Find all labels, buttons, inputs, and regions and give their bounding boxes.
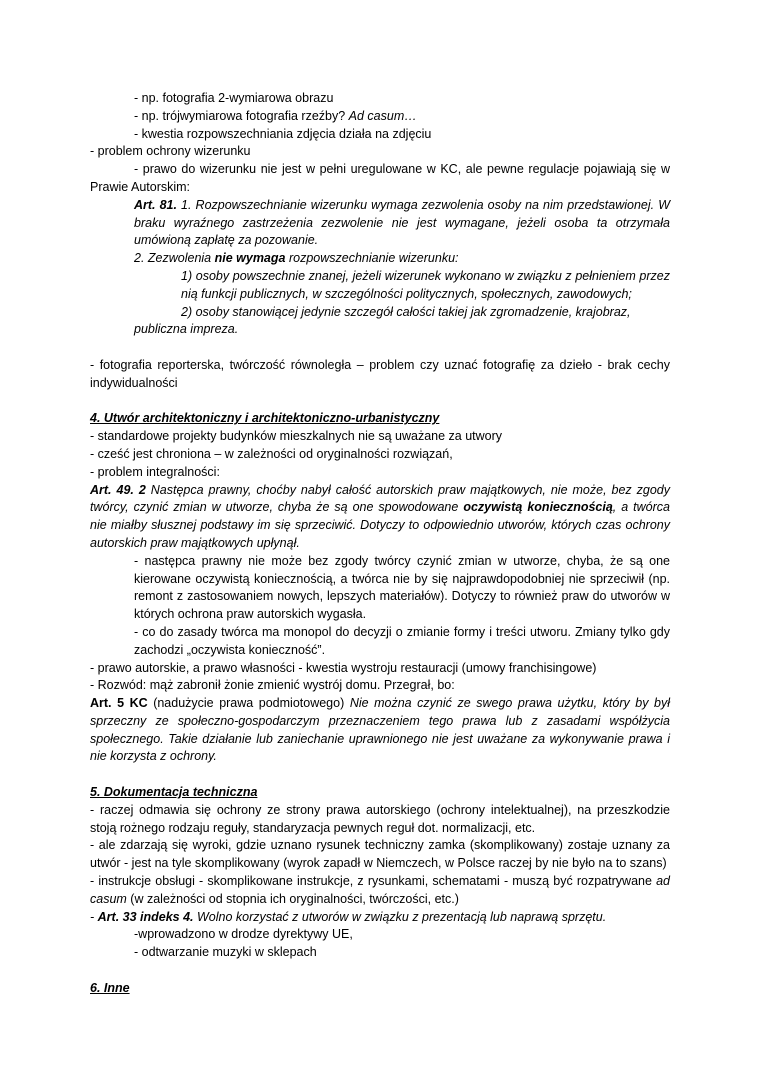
text-paragraph: - następca prawny nie może bez zgody twórcy czynić zmian w utworze, chyba, że są one kierowane oczywistą koniecznością, a twórca nie by się najprawdopodobniej nie sprzeciwił (np. remont z zastosowaniem nowych, lepszych materiałów). Dotyczy to również praw do utworów w których ochrona praw autorskich wygasła. (134, 553, 670, 622)
art81-paragraph: Art. 81. 1. Rozpowszechnianie wizerunku wymaga zezwolenia osoby na nim przedstawionej. W braku wyraźnego zastrzeżenia zezwolenie nie jest wymagane, jeżeli osoba ta otrzymała umówioną zapłatę za pozowanie. (134, 197, 670, 248)
art81-paragraph: 2. Zezwolenia nie wymaga rozpowszechnianie wizerunku: (134, 251, 459, 266)
text-paragraph: - fotografia reporterska, twórczość równoległa – problem czy uznać fotografię za dzieło - brak cechy indywidualności (90, 357, 670, 390)
text-paragraph: - raczej odmawia się ochrony ze strony prawa autorskiego (ochrony intelektualnej), na przeszkodzie stoją rożnego rodzaju reguły, standaryzacja pewnych reguł dot. normalizacji, etc. (90, 802, 670, 835)
text-line: - cześć jest chroniona – w zależności od oryginalności rozwiązań, (90, 446, 453, 461)
text-line: - kwestia rozpowszechniania zdjęcia działa na zdjęciu (134, 126, 432, 141)
art33-paragraph: - Art. 33 indeks 4. Wolno korzystać z utworów w związku z prezentacją lub naprawą sprzętu. (90, 909, 607, 924)
text-line: - standardowe projekty budynków mieszkalnych nie są uważane za utwory (90, 429, 503, 444)
art81-paragraph: 1) osoby powszechnie znanej, jeżeli wizerunek wykonano w związku z pełnieniem przez nią funkcji publicznych, w szczególności politycznych, społecznych, zawodowych; (181, 268, 670, 301)
text-line: - prawo autorskie, a prawo własności - kwestia wystroju restauracji (umowy franchisingowe) (90, 660, 597, 675)
text-paragraph: - prawo do wizerunku nie jest w pełni uregulowane w KC, ale pewne regulacje pojawiają się w Prawie Autorskim: (90, 162, 670, 194)
art81-paragraph: publiczna impreza. (134, 322, 239, 337)
text-line: - problem integralności: (90, 464, 220, 479)
art81-paragraph: 2) osoby stanowiącej jedynie szczegół całości takiej jak zgromadzenie, krajobraz, (181, 304, 631, 319)
document-page (90, 90, 670, 998)
text-line: - np. fotografia 2-wymiarowa obrazu (134, 91, 334, 105)
text-line: - np. trójwymiarowa fotografia rzeźby? Ad casum… (134, 108, 417, 123)
section-heading: 4. Utwór architektoniczny i architektoniczno-urbanistyczny (90, 411, 440, 426)
section-heading: 5. Dokumentacja techniczna (90, 785, 258, 800)
text-line: -wprowadzono w drodze dyrektywy UE, (134, 927, 353, 942)
section-heading: 6. Inne (90, 980, 130, 995)
text-line: - odtwarzanie muzyki w sklepach (134, 945, 317, 960)
text-line: - problem ochrony wizerunku (90, 144, 251, 159)
text-paragraph: - instrukcje obsługi - skomplikowane instrukcje, z rysunkami, schematami - muszą być rozpatrywane ad casum (w zależności od stopnia ich oryginalności, twórczości, etc.) (90, 874, 670, 906)
text-paragraph: - ale zdarzają się wyroki, gdzie uznano rysunek techniczny zamka (skomplikowany) zostaje uznany za utwór - jest na tyle skomplikowany (wyrok zapadł w Niemczech, w Polsce raczej by nie było na to szans) (90, 838, 670, 871)
art49-paragraph: Art. 49. 2 Następca prawny, choćby nabył całość autorskich praw majątkowych, nie może, bez zgody twórcy, czynić zmian w utworze, chyba że są one spowodowane oczywistą koniecznością, a twórca nie miałby słusznej podstawy im się sprzeciwić. Dotyczy to odpowiednio utworów, których czas ochrony autorskich praw majątkowych upłynął. (90, 482, 670, 550)
text-line: - Rozwód: mąż zabronił żonie zmienić wystrój domu. Przegrał, bo: (90, 678, 455, 693)
text-paragraph: - co do zasady twórca ma monopol do decyzji o zmianie formy i treści utworu. Zmiany tylko gdy zachodzi „oczywista konieczność”. (134, 624, 670, 657)
art5-paragraph: Art. 5 KC (nadużycie prawa podmiotowego) Nie można czynić ze swego prawa użytku, który by był sprzeczny ze społeczno-gospodarczym przeznaczeniem tego prawa lub z zasadami współżycia społecznego. Takie działanie lub zaniechanie uprawnionego nie jest uważane za wykonywanie prawa i nie korzysta z ochrony. (90, 696, 671, 764)
